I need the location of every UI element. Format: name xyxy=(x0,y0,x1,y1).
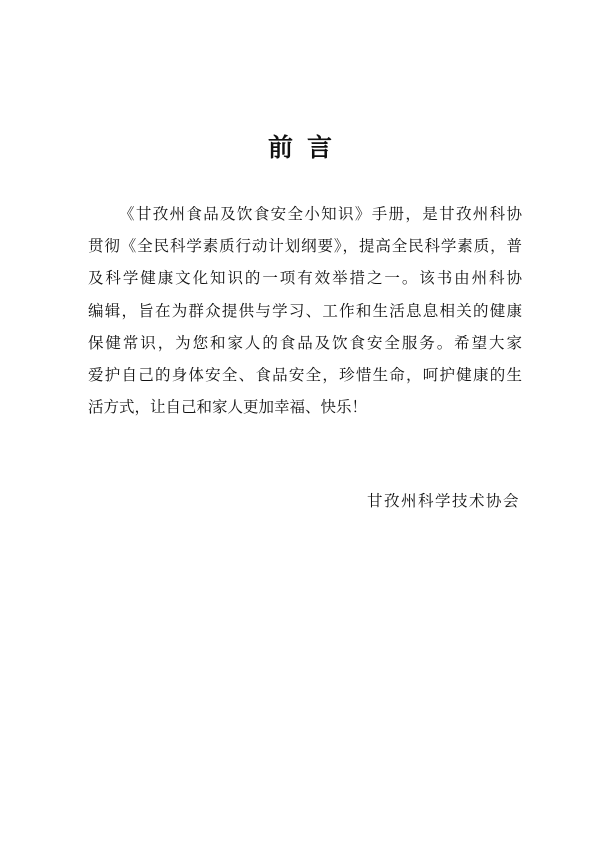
paragraph-line: 保健常识，为您和家人的食品及饮食安全服务。希望大家 xyxy=(88,333,522,352)
paragraph-line: 贯彻《全民科学素质行动计划纲要》，提高全民科学素质，普 xyxy=(88,237,522,256)
paragraph-line: 《甘孜州食品及饮食安全小知识》手册，是甘孜州科协 xyxy=(119,205,522,223)
paragraph-line: 活方式，让自己和家人更加幸福、快乐！ xyxy=(88,398,368,417)
preface-paragraph xyxy=(88,198,522,423)
paragraph-line: 编辑，旨在为群众提供与学习、工作和生活息息相关的健康 xyxy=(88,301,522,320)
signature: 甘孜州科学技术协会 xyxy=(366,492,520,510)
paragraph-line: 爱护自己的身体安全、食品安全，珍惜生命，呵护健康的生 xyxy=(88,366,522,385)
page-title: 前言 xyxy=(267,133,346,162)
paragraph-line: 及科学健康文化知识的一项有效举措之一。该书由州科协 xyxy=(88,269,522,288)
